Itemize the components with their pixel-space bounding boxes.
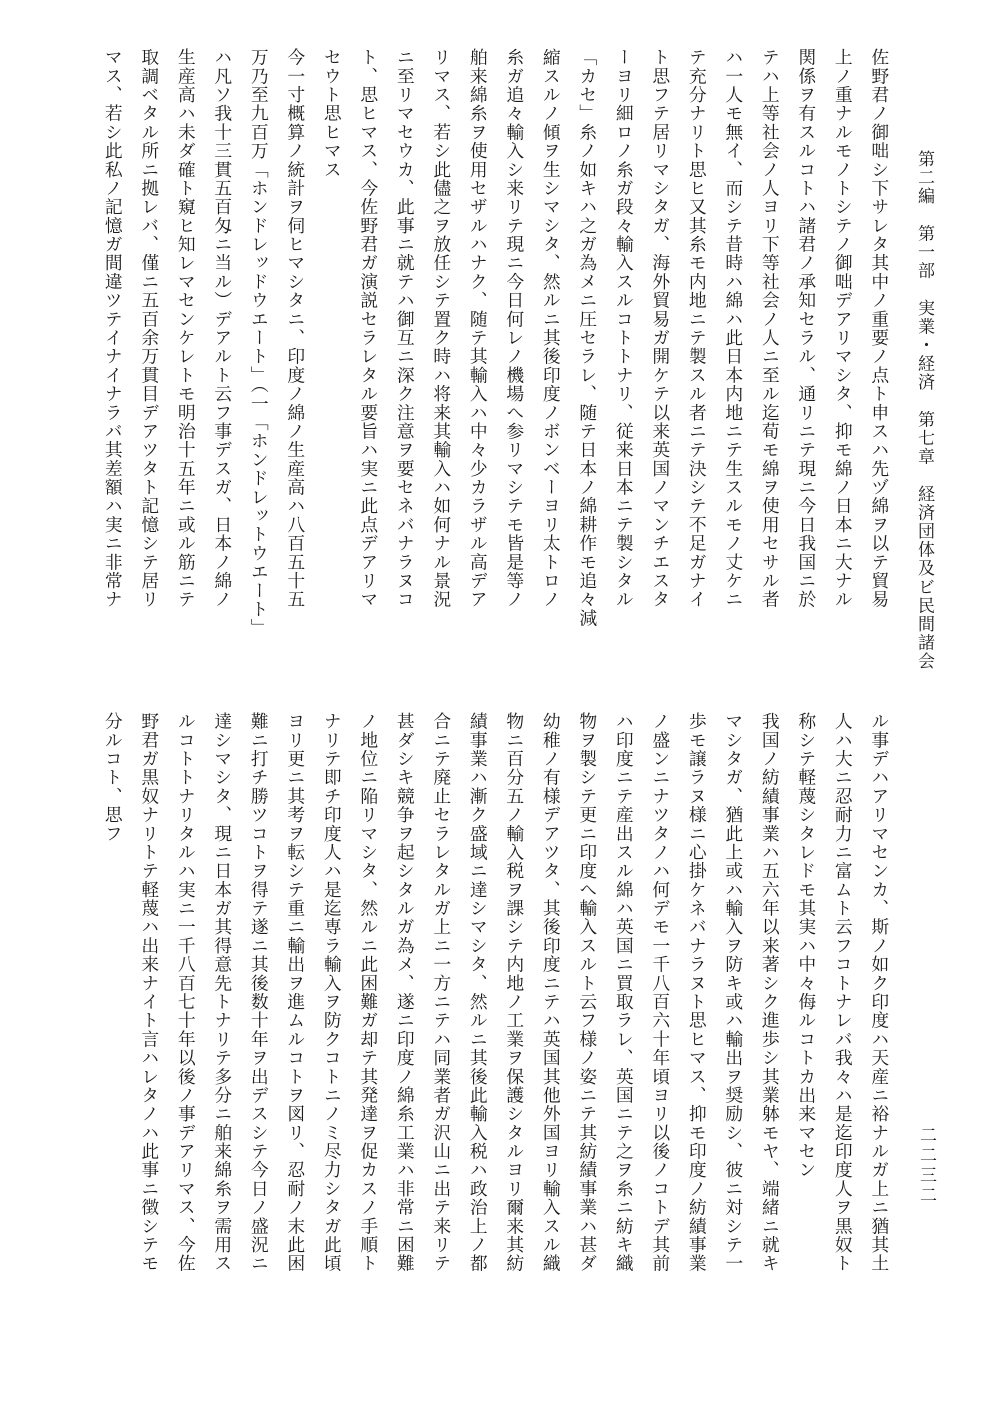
text-column: ト、思ヒマス、今佐野君ガ演説セラレタル要旨ハ実ニ此点デアリマ [357,48,379,609]
text-column: 舶来綿糸ヲ使用セザルハナク、随テ其輸入ハ中々少カラザル高デア [467,48,489,609]
text-column: 関係ヲ有スルコトハ諸君ノ承知セラル、通リニテ現ニ今日我国ニ於 [795,48,817,609]
text-column: 取調ベタル所ニ拠レバ、僅ニ五百余万貫目デアツタト記憶シテ居リ [138,48,160,609]
text-column: 生産高ハ未ダ確ト窺ヒ知レマセンケレトモ明治十五年ニ或ル筋ニテ [175,48,197,609]
text-column: ルコトトナリタルハ実ニ一千八百七十年以後ノ事デアリマス、今佐 [175,712,197,1273]
text-column: 達シマシタ、現ニ日本ガ其得意先トナリテ多分ニ舶来綿糸ヲ需用ス [211,712,233,1273]
text-column: 万乃至九百万「ホンドレッドウエート」（一「ホンドレットウエート」 [248,48,270,638]
text-column: 縮スルノ傾ヲ生シマシタ、然ルニ其後印度ノボンベーヨリ太トロノ [540,48,562,609]
text-column: ノ盛ンニナツタノハ何デモ一千八百六十年頃ヨリ以後ノコトデ其前 [649,712,671,1273]
running-title: 第二編 第一部 実業・経済 第七章 経済団体及ビ民間諸会 [914,150,934,671]
text-column: ナリテ即チ印度人ハ是迄専ラ輸入ヲ防クコトニノミ尽力シタガ此頃 [321,712,343,1273]
text-column: ハ一人モ無イ、而シテ昔時ハ綿ハ此日本内地ニテ生スルモノ丈ケニ [722,48,744,609]
text-column: 物ニ百分五ノ輸入税ヲ課シテ内地ノ工業ヲ保護シタルヨリ爾来其紡 [503,712,525,1273]
text-column: 績事業ハ漸ク盛域ニ達シマシタ、然ルニ其後此輸入税ハ政治上ノ都 [467,712,489,1273]
text-column: 甚ダシキ競争ヲ起シタルガ為メ、遂ニ印度ノ綿糸工業ハ非常ニ困難 [394,712,416,1273]
text-column: テハ上等社会ノ人ヨリ下等社会ノ人ニ至ル迄荀モ綿ヲ使用セサル者 [759,48,781,609]
text-column: 今一寸概算ノ統計ヲ伺ヒマシタニ、印度ノ綿ノ生産高ハ八百五十五 [284,48,306,609]
text-column: 分ルコト、思フ [102,712,124,843]
page-number: 二二三二 [916,1126,936,1206]
text-column: リマス、若シ此儘之ヲ放任シテ置ク時ハ将来其輸入ハ如何ナル景況 [430,48,452,609]
text-column: ハ印度ニテ産出スル綿ハ英国ニ買取ラレ、英国ニテ之ヲ糸ニ紡キ織 [613,712,635,1273]
text-column: 称シテ軽蔑シタレドモ其実ハ中々侮ルコトカ出来マセン [795,712,817,1180]
text-column: 難ニ打チ勝ツコトヲ得テ遂ニ其後数十年ヲ出デスシテ今日ノ盛況ニ [248,712,270,1273]
text-column: ノ地位ニ陥リマシタ、然ルニ此困難ガ却テ其発達ヲ促カスノ手順ト [357,712,379,1273]
text-column: 人ハ大ニ忍耐力ニ富ムト云フコトナレバ我々ハ是迄印度人ヲ黒奴ト [832,712,854,1273]
text-column: ーヨリ細ロノ糸ガ段々輸入スルコトトナリ、従来日本ニテ製シタル [613,48,635,609]
text-column: ル事デハアリマセンカ、斯ノ如ク印度ハ天産ニ裕ナルガ上ニ猶其土 [868,712,890,1273]
text-column: 歩モ譲ラヌ様ニ心掛ケネバナラヌト思ヒマス、抑モ印度ノ紡績事業 [686,712,708,1273]
text-column: セウト思ヒマス [321,48,343,179]
text-column: マス、若シ此私ノ記憶ガ間違ツテイナイナラバ其差額ハ実ニ非常ナ [102,48,124,609]
text-column: ニ至リマセウカ、此事ニ就テハ御互ニ深ク注意ヲ要セネバナラヌコ [394,48,416,609]
text-column: ハ凡ソ我十三貫五百匁ニ当ル）デアルト云フ事デスガ、日本ノ綿ノ [211,48,233,609]
text-column: 合ニテ廃止セラレタルガ上ニ一方ニテハ同業者ガ沢山ニ出テ来リテ [430,712,452,1273]
text-column: 上ノ重ナルモノトシテノ御咄デアリマシタ、抑モ綿ノ日本ニ大ナル [832,48,854,609]
text-column: 幼稚ノ有様デアツタ、其後印度ニテハ英国其他外国ヨリ輸入スル織 [540,712,562,1273]
text-column: マシタガ、猶此上或ハ輸入ヲ防キ或ハ輸出ヲ奨励シ、彼ニ対シテ一 [722,712,744,1273]
text-column: 野君ガ黒奴ナリトテ軽蔑ハ出来ナイト言ハレタノハ此事ニ徴シテモ [138,712,160,1273]
text-column: ト思フテ居リマシタガ、海外貿易ガ開ケテ以来英国ノマンチエスタ [649,48,671,609]
text-column: 佐野君ノ御咄シ下サレタ其中ノ重要ノ点ト申スハ先ヅ綿ヲ以テ貿易 [868,48,890,609]
text-column: 我国ノ紡績事業ハ五六年以来著シク進歩シ其業躰モヤ、端緒ニ就キ [759,712,781,1273]
text-column: 糸ガ追々輸入シ来リテ現ニ今日何レノ機場へ参リマシテモ皆是等ノ [503,48,525,609]
text-column: 物ヲ製シテ更ニ印度へ輸入スルト云フ様ノ姿ニテ其紡績事業ハ甚ダ [576,712,598,1273]
text-column: 「カセ」糸ノ如キハ之ガ為メニ圧セラレ、随テ日本ノ綿耕作モ追々減 [576,48,598,628]
text-column: テ充分ナリト思ヒ又其糸モ内地ニテ製スル者ニテ決シテ不足ガナイ [686,48,708,609]
text-column: ヨリ更ニ其考ヲ転シテ重ニ輸出ヲ進ムルコトヲ図リ、忍耐ノ末此困 [284,712,306,1273]
